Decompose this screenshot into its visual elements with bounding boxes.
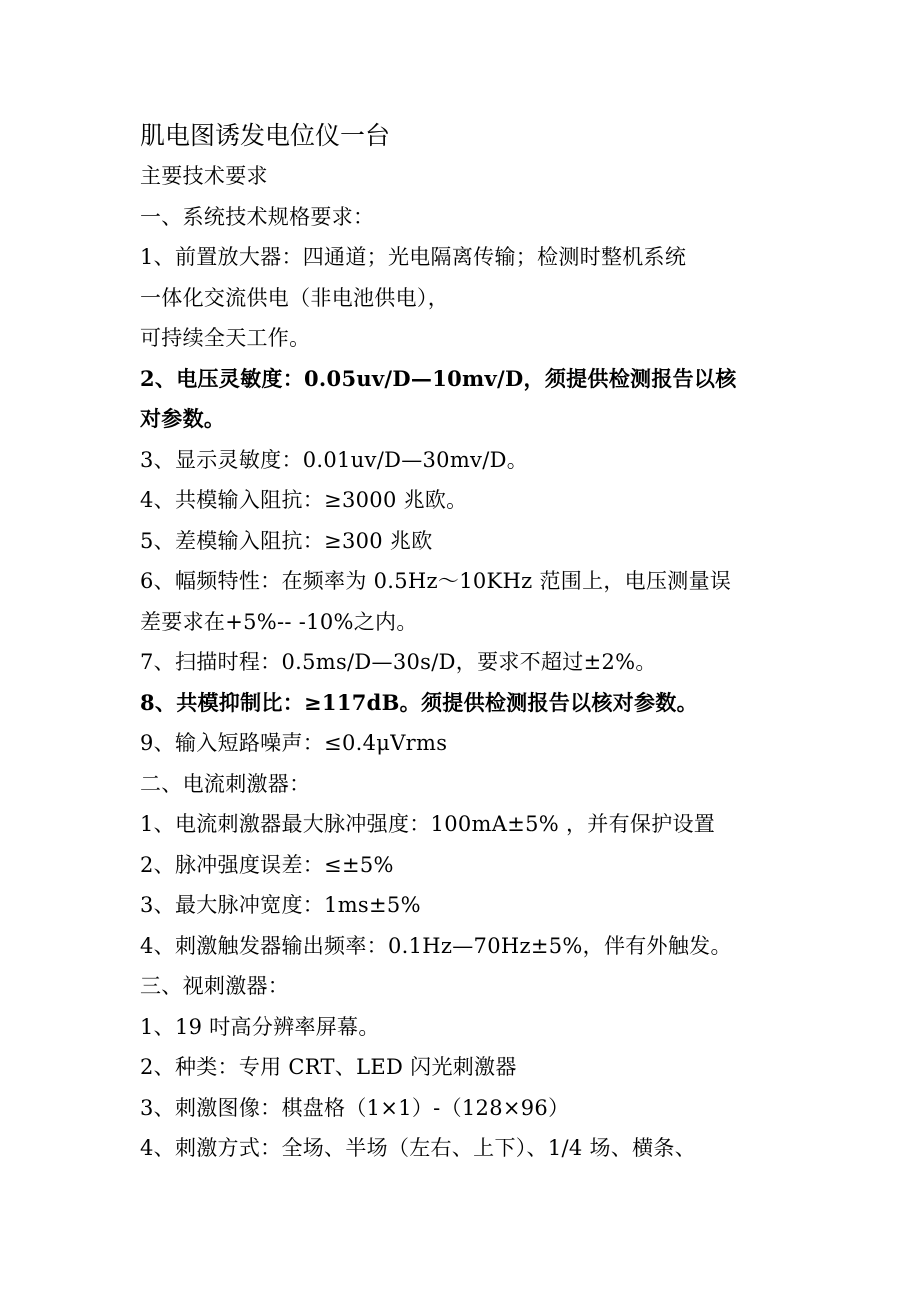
section1-item3: 3、显示灵敏度：0.01uv/D—30mv/D。	[140, 447, 529, 472]
document-body	[140, 116, 790, 1169]
section2-item2: 2、脉冲强度误差：≤±5%	[140, 852, 394, 877]
section1-item8: 8、共模抑制比：≥117dB。须提供检测报告以核对参数。	[140, 689, 698, 715]
section1-item2-line2: 对参数。	[140, 406, 226, 431]
section1-heading: 一、系统技术规格要求：	[140, 204, 375, 229]
document-subtitle: 主要技术要求	[140, 164, 268, 188]
section1-item1-line1: 1、前置放大器：四通道；光电隔离传输；检测时整机系统	[140, 245, 687, 269]
section1-item9: 9、输入短路噪声：≤0.4μVrms	[140, 731, 448, 755]
section2-heading: 二、电流刺激器：	[140, 771, 311, 796]
section1-item6-line1: 6、幅频特性：在频率为 0.5Hz～10KHz 范围上，电压测量误	[140, 569, 732, 593]
section3-item3: 3、刺激图像：棋盘格（1×1）-（128×96）	[140, 1095, 570, 1120]
section1-item7: 7、扫描时程：0.5ms/D—30s/D，要求不超过±2%。	[140, 650, 657, 674]
section3-item4: 4、刺激方式：全场、半场（左右、上下）、1/4 场、横条、	[140, 1136, 697, 1160]
section1-item2-line1: 2、电压灵敏度：0.05uv/D—10mv/D，须提供检测报告以核	[140, 365, 737, 391]
section2-item4: 4、刺激触发器输出频率：0.1Hz—70Hz±5%，伴有外触发。	[140, 933, 732, 958]
section1-item4: 4、共模输入阻抗：≥3000 兆欧。	[140, 488, 468, 512]
section1-item1-line3: 可持续全天工作。	[140, 326, 311, 350]
section1-item5: 5、差模输入阻抗：≥300 兆欧	[140, 528, 433, 553]
section1-item6-line2: 差要求在+5%-- -10%之内。	[140, 609, 418, 634]
document-title: 肌电图诱发电位仪一台	[140, 121, 391, 150]
section2-item1: 1、电流刺激器最大脉冲强度：100mA±5% ，并有保护设置	[140, 812, 716, 836]
section3-item2: 2、种类：专用 CRT、LED 闪光刺激器	[140, 1055, 517, 1079]
section2-item3: 3、最大脉冲宽度：1ms±5%	[140, 893, 421, 917]
section1-item1-line2: 一体化交流供电（非电池供电），	[140, 285, 449, 310]
section3-item1: 1、19 吋高分辨率屏幕。	[140, 1014, 380, 1039]
section3-heading: 三、视刺激器：	[140, 974, 290, 998]
